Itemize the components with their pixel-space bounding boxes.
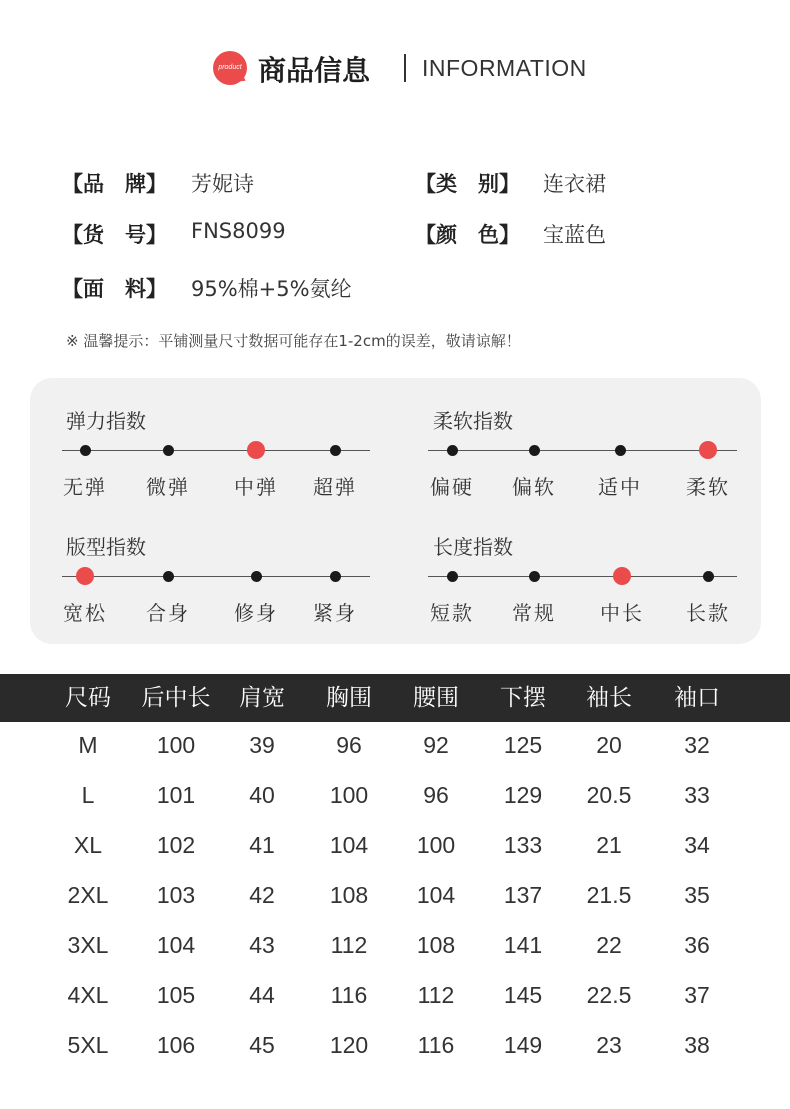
size-table-header [0,674,790,722]
category-value: 连衣裙 [543,172,606,196]
index-option-label: 长款 [686,601,730,625]
table-cell: 37 [684,982,710,1008]
index-option-label: 超弹 [313,475,357,499]
index-dot [529,571,540,582]
brand-value: 芳妮诗 [191,172,254,196]
table-cell: 43 [249,932,275,958]
table-cell: 141 [503,932,543,958]
table-cell: 106 [156,1032,196,1058]
table-cell: 38 [684,1032,710,1058]
table-header-cell: 后中长 [141,685,211,711]
table-cell: 116 [417,1032,455,1058]
table-size-cell: 2XL [67,882,109,908]
index-dot-selected [76,567,94,585]
table-size-cell: 3XL [67,932,109,958]
table-cell: 20 [596,732,622,758]
index-dot [703,571,714,582]
index-option-label: 修身 [234,601,278,625]
index-option-label: 微弹 [146,475,190,499]
table-cell: 133 [503,832,543,858]
table-size-cell: M [78,732,98,758]
section-title: 商品信息 [258,54,371,87]
section-subtitle: INFORMATION [422,55,587,81]
table-header-cell: 腰围 [413,685,459,711]
table-cell: 102 [156,832,196,858]
table-cell: 120 [329,1032,369,1058]
table-cell: 22.5 [586,982,632,1008]
section-header [0,44,790,92]
table-cell: 35 [684,882,710,908]
table-header-cell: 肩宽 [239,685,285,711]
index-dot [615,445,626,456]
index-dot [529,445,540,456]
index-dot-selected [613,567,631,585]
table-size-cell: L [81,782,95,808]
item-no-label: 【货 号】 [62,223,167,247]
table-cell: 108 [416,932,456,958]
item-no-value: FNS8099 [191,219,286,243]
table-cell: 104 [156,932,196,958]
index-scale-line [62,450,370,451]
table-cell: 105 [156,982,196,1008]
index-dot [80,445,91,456]
table-cell: 21.5 [586,882,632,908]
table-cell: 40 [249,782,275,808]
index-option-label: 适中 [598,475,642,499]
title-divider [404,54,406,82]
table-size-cell: XL [73,832,103,858]
index-title: 弹力指数 [66,409,146,433]
color-value: 宝蓝色 [543,223,606,247]
brand-label: 【品 牌】 [62,172,167,196]
index-dot [330,571,341,582]
table-cell: 108 [329,882,369,908]
table-cell: 44 [249,982,275,1008]
table-cell: 145 [503,982,543,1008]
table-size-cell: 4XL [67,982,109,1008]
table-header-cell: 胸围 [326,685,372,711]
index-option-label: 中长 [600,601,644,625]
measurement-tip: ※ 温馨提示：平铺测量尺寸数据可能存在1-2cm的误差，敬请谅解！ [66,332,521,350]
table-header-cell: 尺码 [65,685,111,711]
index-title: 版型指数 [66,535,146,559]
index-option-label: 偏硬 [430,475,474,499]
table-cell: 112 [330,932,368,958]
index-scale-line [428,450,737,451]
table-cell: 104 [416,882,456,908]
table-cell: 32 [684,732,710,758]
table-cell: 33 [684,782,710,808]
table-cell: 137 [503,882,543,908]
table-header-cell: 袖长 [586,685,632,711]
index-option-label: 短款 [430,601,474,625]
index-option-label: 常规 [512,601,556,625]
table-cell: 92 [423,732,449,758]
table-cell: 20.5 [586,782,632,808]
index-option-label: 中弹 [234,475,278,499]
product-badge-icon: product [213,51,247,85]
table-cell: 101 [156,782,196,808]
index-option-label: 无弹 [63,475,107,499]
index-dot [330,445,341,456]
index-dot [447,571,458,582]
index-dot [251,571,262,582]
table-cell: 96 [423,782,449,808]
table-cell: 41 [249,832,275,858]
table-cell: 96 [336,732,362,758]
index-scale-line [428,576,737,577]
table-cell: 125 [503,732,543,758]
index-title: 长度指数 [433,535,513,559]
table-cell: 100 [416,832,456,858]
table-cell: 100 [329,782,369,808]
table-cell: 100 [156,732,196,758]
index-dot-selected [699,441,717,459]
table-cell: 23 [596,1032,622,1058]
table-cell: 103 [156,882,196,908]
index-dot [163,571,174,582]
table-header-cell: 袖口 [674,685,720,711]
table-cell: 129 [503,782,543,808]
index-option-label: 合身 [146,601,190,625]
table-cell: 21 [596,832,622,858]
table-cell: 116 [330,982,368,1008]
fabric-label: 【面 料】 [62,277,167,301]
color-label: 【颜 色】 [415,223,520,247]
table-cell: 104 [329,832,369,858]
index-option-label: 紧身 [313,601,357,625]
table-cell: 36 [684,932,710,958]
index-option-label: 宽松 [63,601,107,625]
index-scale-line [62,576,370,577]
fabric-value: 95%棉+5%氨纶 [191,277,352,301]
index-title: 柔软指数 [433,409,513,433]
table-cell: 34 [684,832,710,858]
table-cell: 149 [503,1032,543,1058]
index-dot-selected [247,441,265,459]
table-cell: 39 [249,732,275,758]
table-cell: 42 [249,882,275,908]
index-option-label: 柔软 [686,475,730,499]
index-dot [163,445,174,456]
index-option-label: 偏软 [512,475,556,499]
index-dot [447,445,458,456]
table-size-cell: 5XL [67,1032,109,1058]
category-label: 【类 别】 [415,172,520,196]
table-cell: 45 [249,1032,275,1058]
table-header-cell: 下摆 [500,685,546,711]
table-cell: 22 [596,932,622,958]
table-cell: 112 [417,982,455,1008]
